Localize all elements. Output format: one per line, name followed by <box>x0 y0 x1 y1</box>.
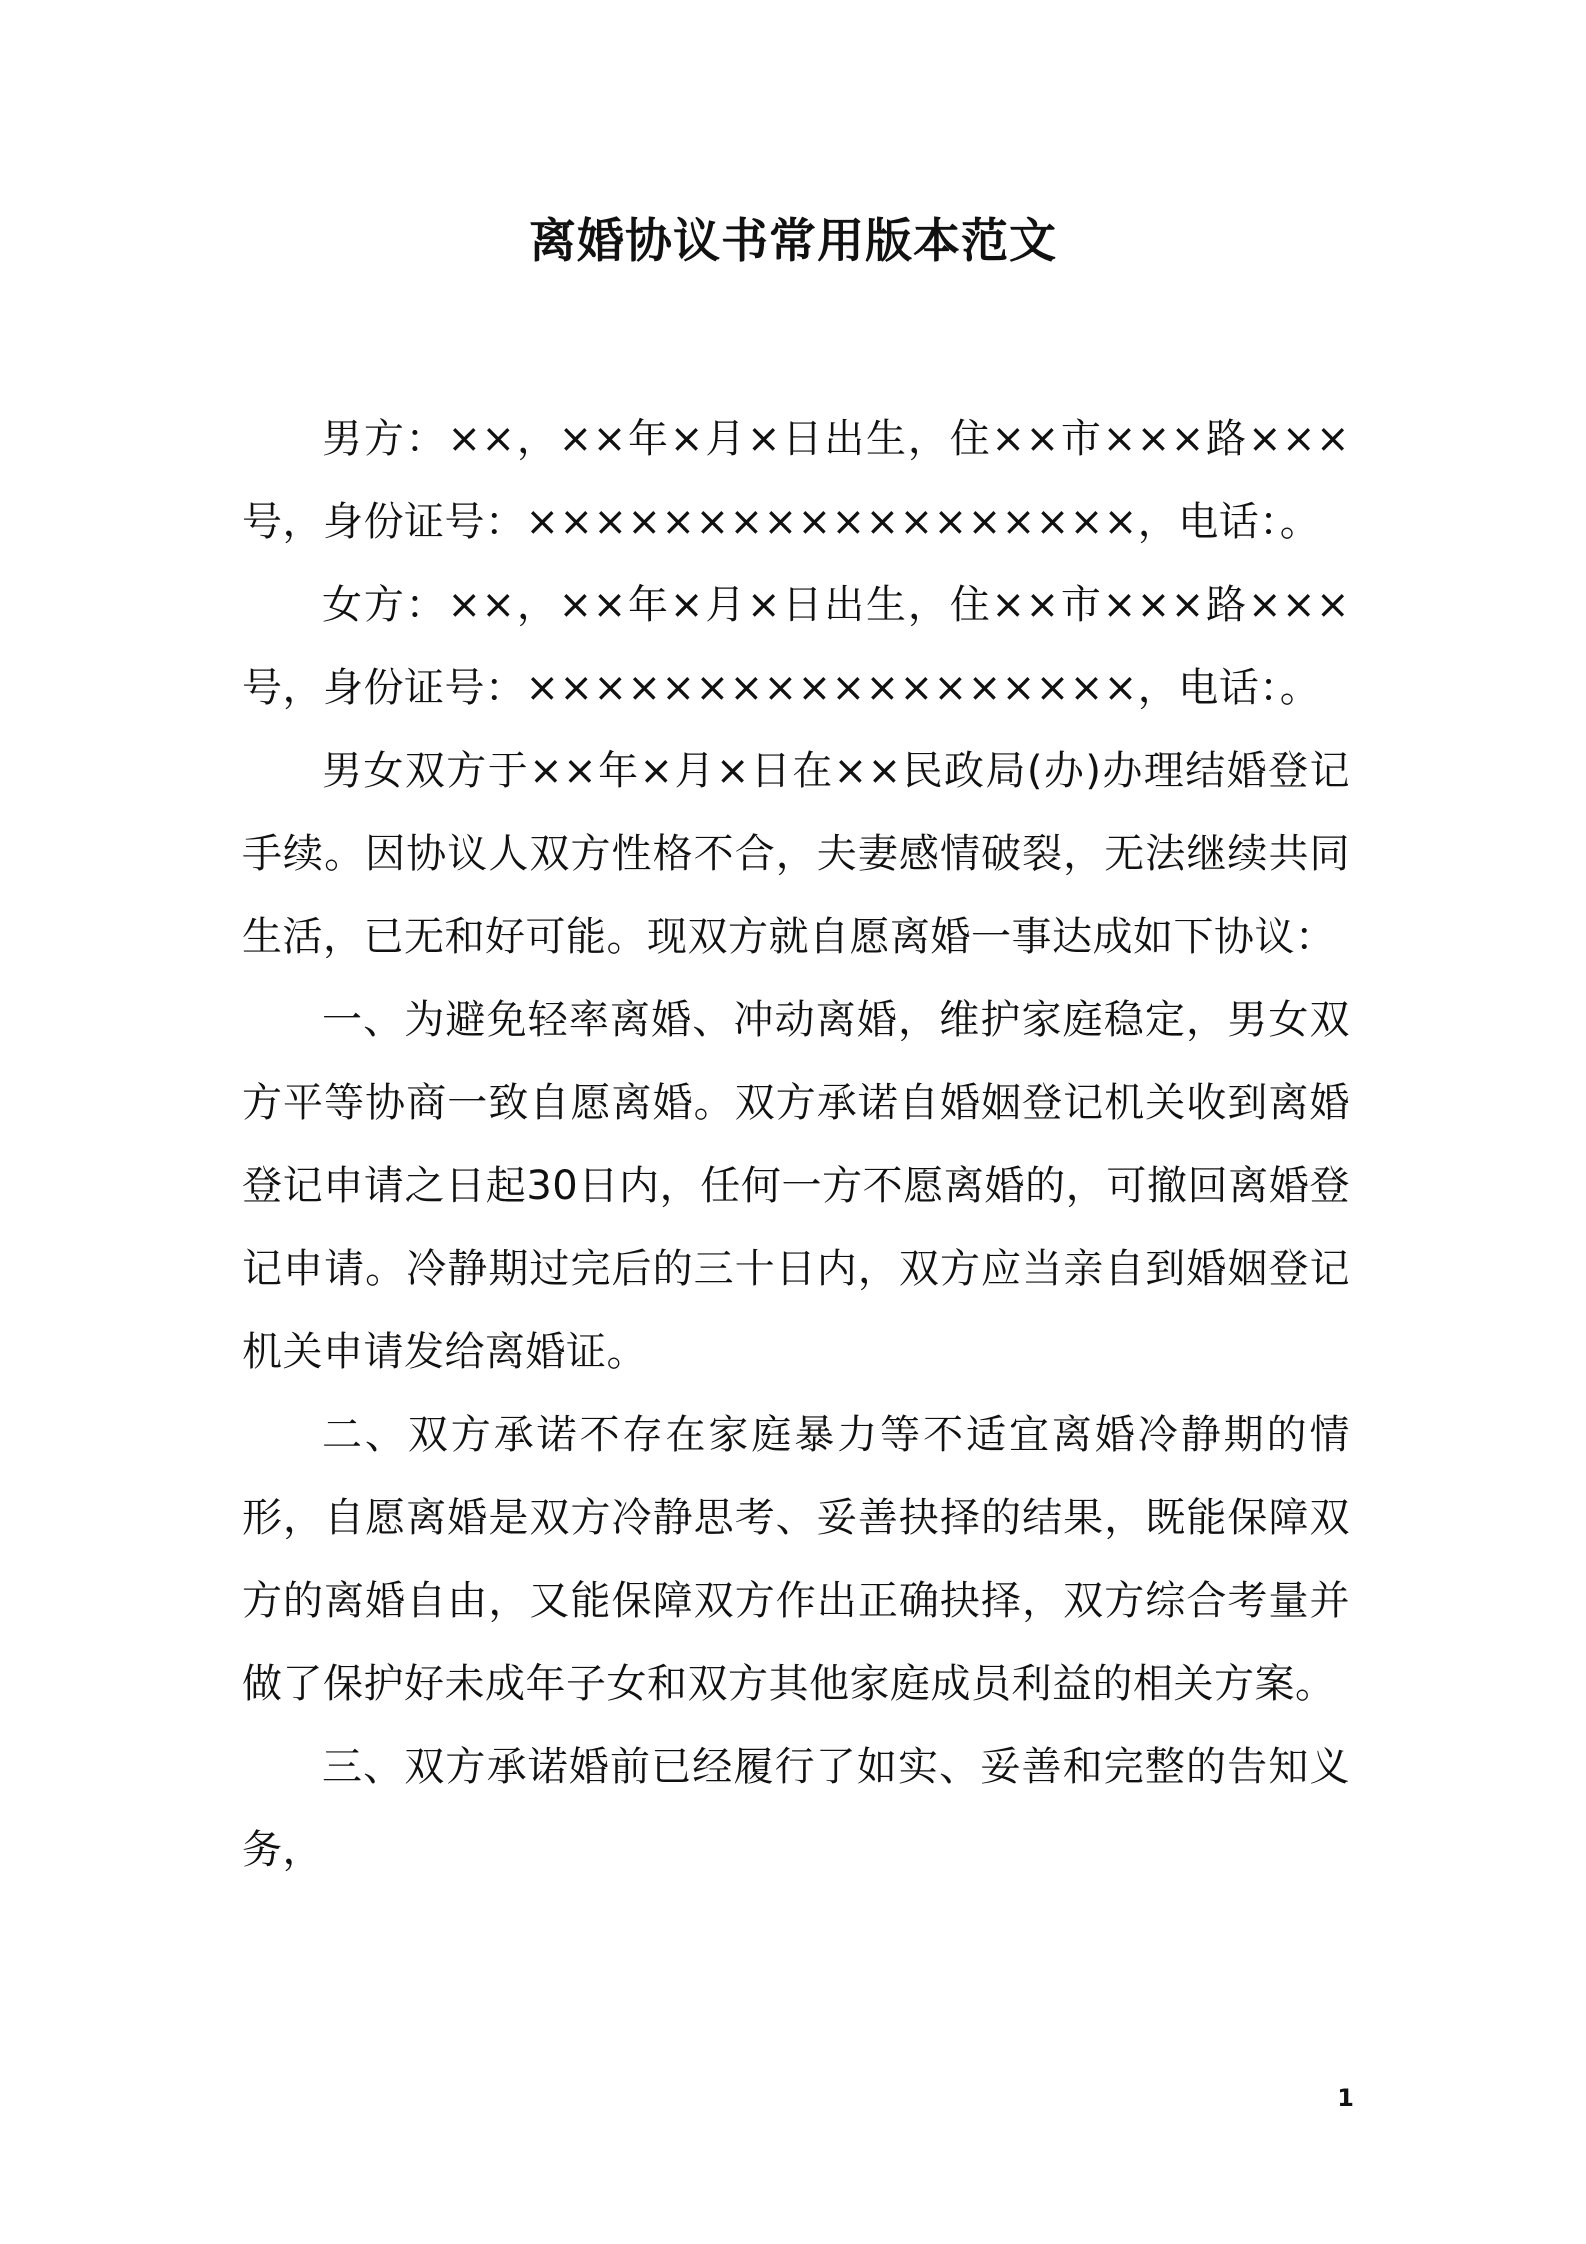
paragraph-clause-2: 二、双方承诺不存在家庭暴力等不适宜离婚冷静期的情形，自愿离婚是双方冷静思考、妥善抉择的结果，既能保障双方的离婚自由，又能保障双方作出正确抉择，双方综合考量并做了保护好未成年子女和双方其他家庭成员利益的相关方案。 <box>242 1412 1350 1707</box>
paragraph-male-party: 男方：××，××年×月×日出生，住××市×××路×××号，身份证号：××××××××××××××××××，电话：。 <box>242 416 1350 545</box>
document-body <box>242 398 1350 1892</box>
document-title: 离婚协议书常用版本范文 <box>529 214 1057 269</box>
paragraph-female-party: 女方：××，××年×月×日出生，住××市×××路×××号，身份证号：××××××××××××××××××，电话：。 <box>242 582 1350 711</box>
paragraph-marriage-background: 男女双方于××年×月×日在××民政局(办)办理结婚登记手续。因协议人双方性格不合，夫妻感情破裂，无法继续共同生活，已无和好可能。现双方就自愿离婚一事达成如下协议： <box>242 748 1350 960</box>
paragraph-clause-3: 三、双方承诺婚前已经履行了如实、妥善和完整的告知义务， <box>242 1744 1350 1873</box>
paragraph-clause-1: 一、为避免轻率离婚、冲动离婚，维护家庭稳定，男女双方平等协商一致自愿离婚。双方承诺自婚姻登记机关收到离婚登记申请之日起30日内，任何一方不愿离婚的，可撤回离婚登记申请。冷静期过完后的三十日内，双方应当亲自到婚姻登记机关申请发给离婚证。 <box>242 997 1350 1375</box>
page-number: 1 <box>1337 2084 1354 2112</box>
